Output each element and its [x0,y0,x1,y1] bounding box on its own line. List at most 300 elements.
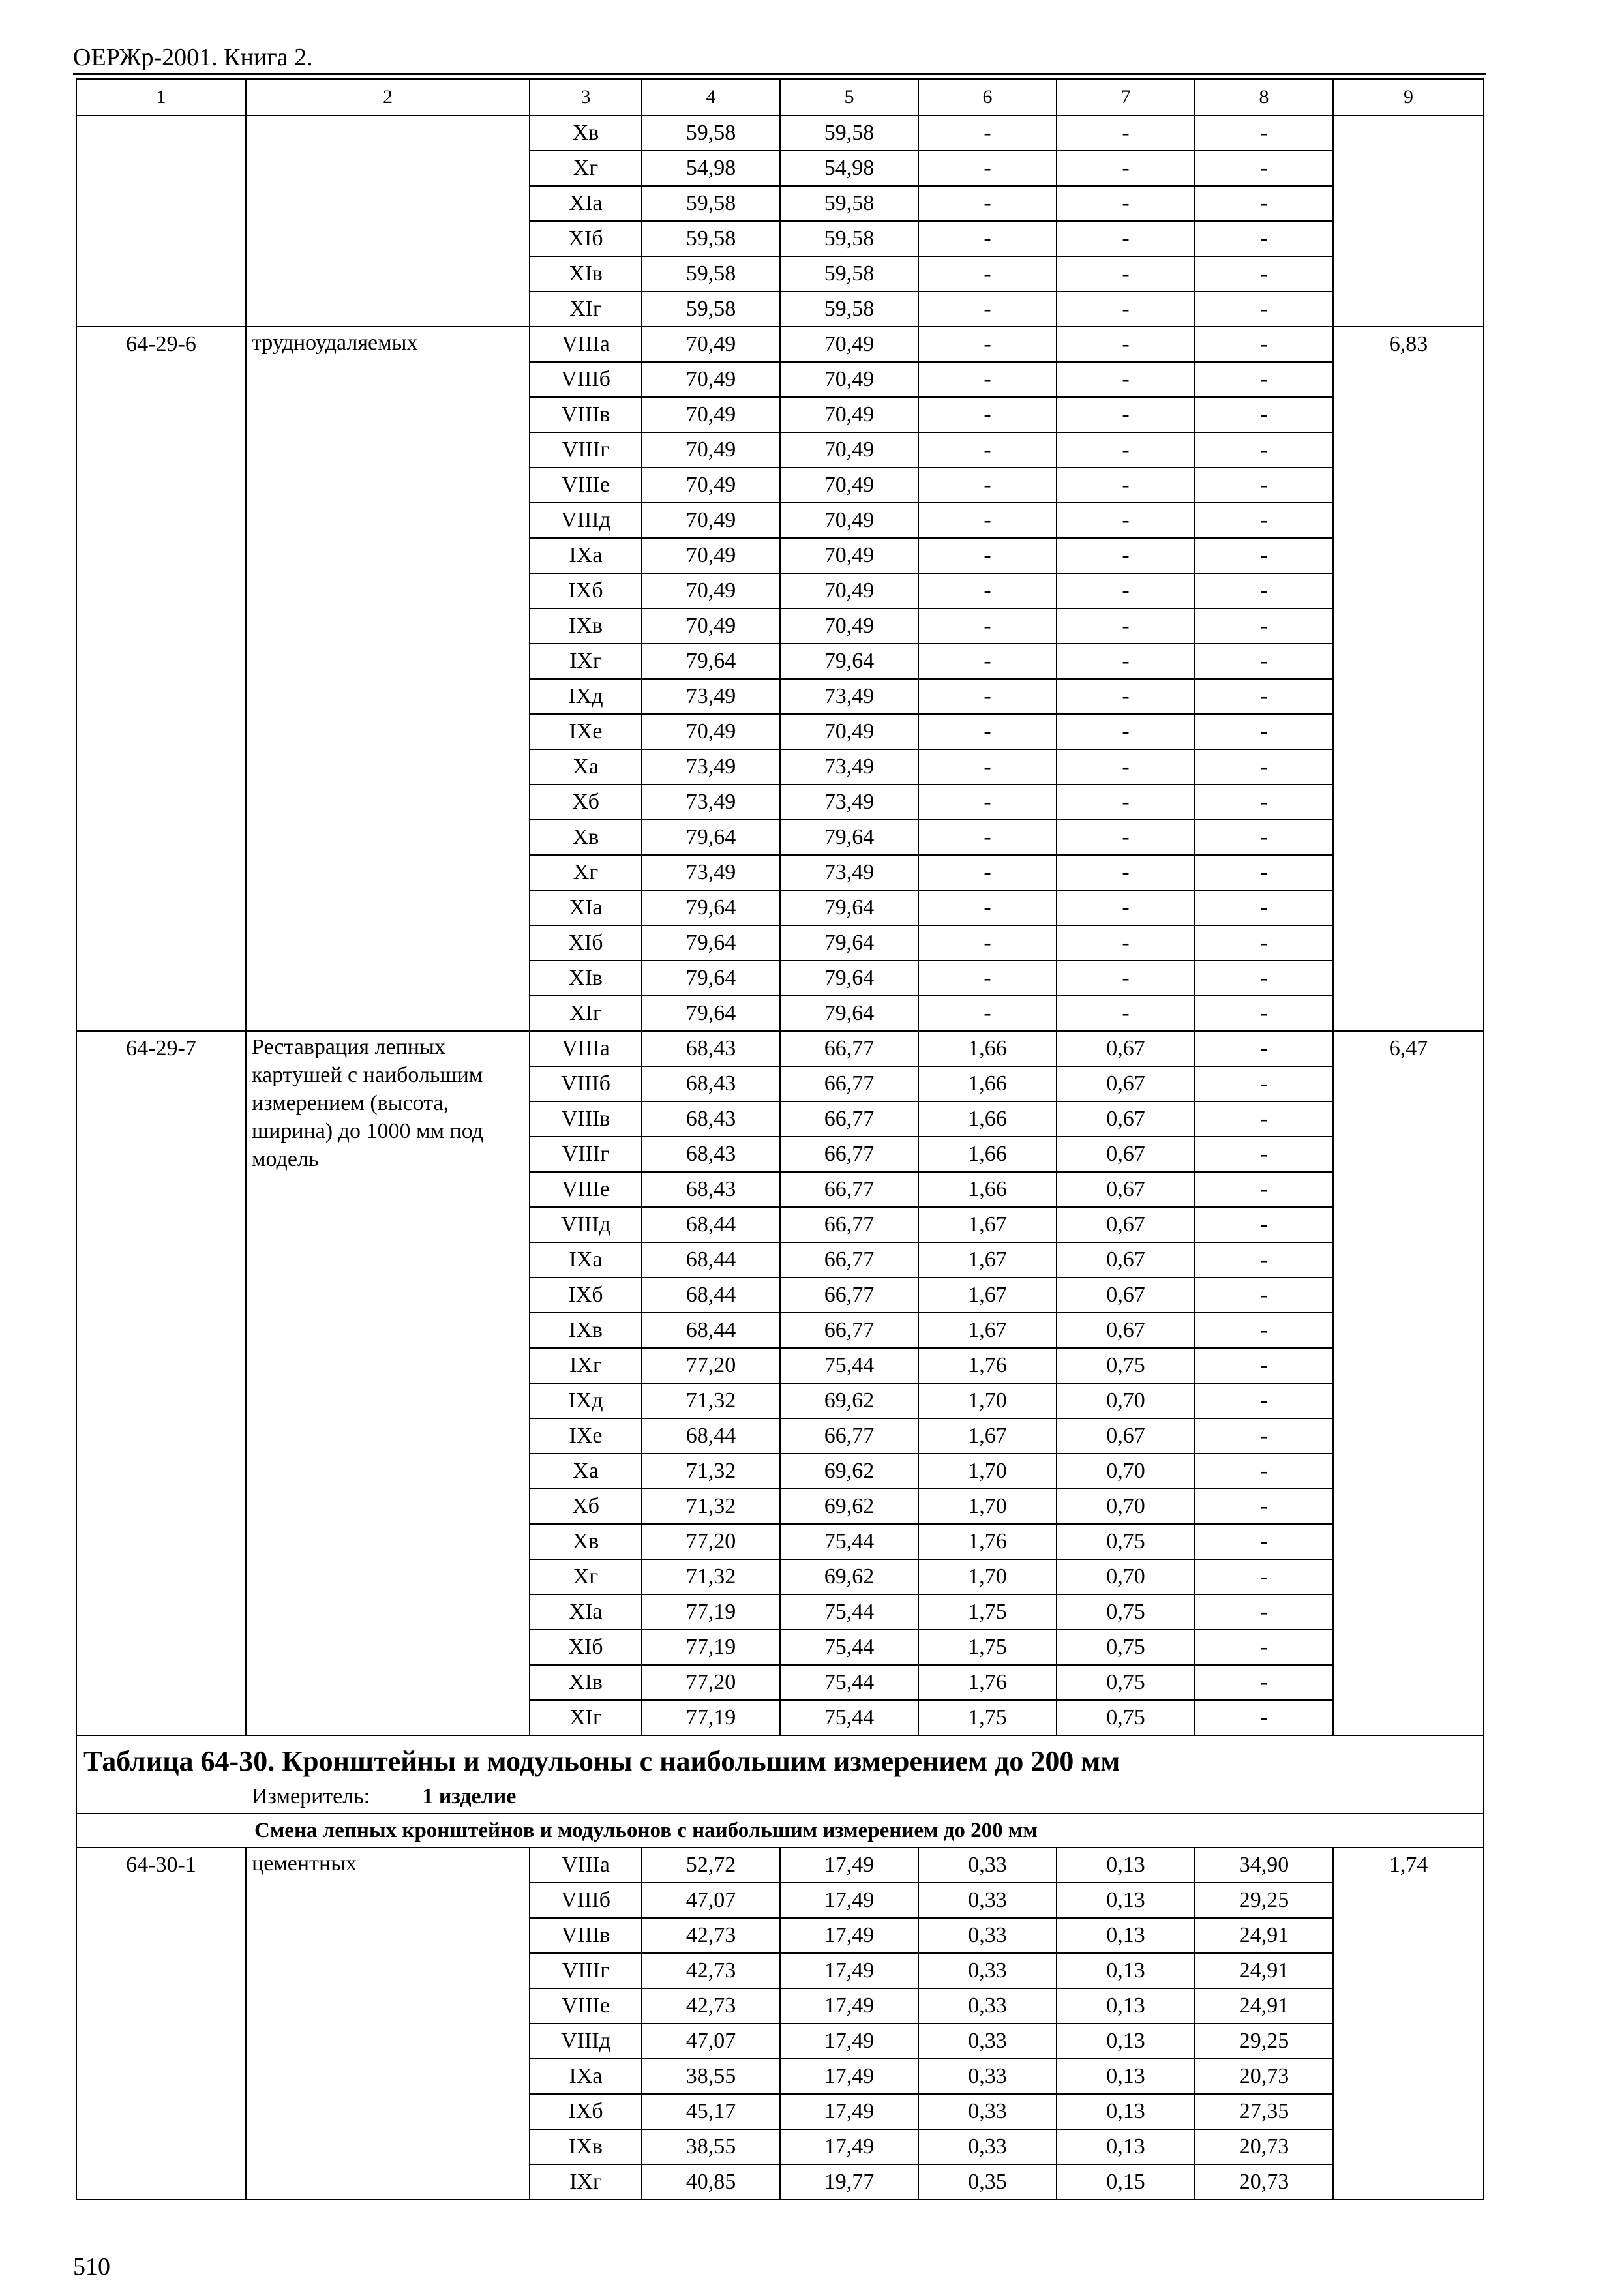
total-cost-cell: 71,32 [642,1454,780,1489]
zone-cell: ХIа [530,890,642,925]
materials-cell: 20,73 [1195,2129,1333,2164]
item-name [246,115,530,327]
materials-cell: - [1195,714,1333,749]
machinists-wages-cell: 0,67 [1057,1101,1195,1137]
materials-cell: - [1195,362,1333,397]
wages-cell: 70,49 [780,538,918,573]
materials-cell: - [1195,679,1333,714]
table-body [76,79,1484,2200]
machines-cell: - [918,151,1057,186]
machinists-wages-cell: - [1057,292,1195,327]
machinists-wages-cell: 0,13 [1057,2024,1195,2059]
item-code: 64-30-1 [76,1848,246,2200]
machines-cell: 1,70 [918,1454,1057,1489]
item-name: Реставрация лепных картушей с наибольшим измерением (высота, ширина) до 1000 мм под модель [246,1031,530,1735]
machines-cell: - [918,573,1057,608]
machinists-wages-cell: - [1057,397,1195,432]
materials-cell: - [1195,1559,1333,1594]
wages-cell: 73,49 [780,679,918,714]
materials-cell: - [1195,432,1333,468]
zone-cell: Хг [530,1559,642,1594]
machinists-wages-cell: 0,13 [1057,1988,1195,2024]
machinists-wages-cell: 0,13 [1057,2129,1195,2164]
machinists-wages-cell: - [1057,538,1195,573]
materials-cell: 27,35 [1195,2094,1333,2129]
machines-cell: - [918,961,1057,996]
machinists-wages-cell: 0,13 [1057,1953,1195,1988]
total-cost-cell: 70,49 [642,327,780,362]
zone-cell: ХIа [530,186,642,221]
total-cost-cell: 79,64 [642,890,780,925]
wages-cell: 73,49 [780,855,918,890]
wages-cell: 70,49 [780,397,918,432]
materials-cell: - [1195,1031,1333,1066]
total-cost-cell: 68,44 [642,1313,780,1348]
total-cost-cell: 70,49 [642,503,780,538]
wages-cell: 66,77 [780,1313,918,1348]
labor-norm: 6,47 [1333,1031,1484,1735]
materials-cell: - [1195,1278,1333,1313]
wages-cell: 66,77 [780,1101,918,1137]
zone-cell: IХб [530,2094,642,2129]
machines-cell: 0,33 [918,1883,1057,1918]
machines-cell: - [918,115,1057,151]
item-name: трудноудаляемых [246,327,530,1031]
machines-cell: 1,67 [918,1418,1057,1454]
machines-cell: 1,67 [918,1207,1057,1242]
machinists-wages-cell: - [1057,432,1195,468]
machines-cell: - [918,397,1057,432]
zone-cell: VIIIд [530,2024,642,2059]
wages-cell: 17,49 [780,2024,918,2059]
materials-cell: - [1195,608,1333,644]
zone-cell: VIIIг [530,1953,642,1988]
zone-cell: IХв [530,1313,642,1348]
materials-cell: - [1195,1630,1333,1665]
zone-cell: Хб [530,785,642,820]
materials-cell: - [1195,1348,1333,1383]
wages-cell: 17,49 [780,1883,918,1918]
machinists-wages-cell: 0,15 [1057,2164,1195,2200]
col-num: 4 [642,79,780,115]
machinists-wages-cell: 0,70 [1057,1559,1195,1594]
wages-cell: 66,77 [780,1137,918,1172]
materials-cell: - [1195,151,1333,186]
machinists-wages-cell: 0,13 [1057,1918,1195,1953]
zone-cell: ХIг [530,1700,642,1735]
wages-cell: 17,49 [780,1988,918,2024]
table-title-row [76,1735,1484,1814]
machines-cell: 0,33 [918,2024,1057,2059]
wages-cell: 66,77 [780,1207,918,1242]
materials-cell: 24,91 [1195,1918,1333,1953]
total-cost-cell: 73,49 [642,855,780,890]
materials-cell: - [1195,1489,1333,1524]
item-code: 64-29-6 [76,327,246,1031]
total-cost-cell: 42,73 [642,1988,780,2024]
zone-cell: Ха [530,1454,642,1489]
total-cost-cell: 77,20 [642,1665,780,1700]
total-cost-cell: 79,64 [642,644,780,679]
total-cost-cell: 70,49 [642,573,780,608]
wages-cell: 69,62 [780,1454,918,1489]
table-row [76,1031,1484,1066]
total-cost-cell: 77,20 [642,1524,780,1559]
machines-cell: - [918,608,1057,644]
materials-cell: - [1195,115,1333,151]
total-cost-cell: 73,49 [642,749,780,785]
wages-cell: 70,49 [780,432,918,468]
materials-cell: 20,73 [1195,2164,1333,2200]
machines-cell: - [918,820,1057,855]
machines-cell: 1,66 [918,1137,1057,1172]
machinists-wages-cell: 0,67 [1057,1313,1195,1348]
machines-cell: 0,33 [918,1988,1057,2024]
wages-cell: 17,49 [780,2094,918,2129]
wages-cell: 75,44 [780,1348,918,1383]
labor-norm [1333,115,1484,327]
zone-cell: VIIIе [530,1172,642,1207]
total-cost-cell: 47,07 [642,2024,780,2059]
total-cost-cell: 47,07 [642,1883,780,1918]
materials-cell: - [1195,1207,1333,1242]
wages-cell: 17,49 [780,2059,918,2094]
materials-cell: - [1195,749,1333,785]
machinists-wages-cell: - [1057,890,1195,925]
materials-cell: - [1195,1700,1333,1735]
zone-cell: Хв [530,1524,642,1559]
wages-cell: 75,44 [780,1524,918,1559]
machines-cell: - [918,468,1057,503]
machines-cell: - [918,890,1057,925]
item-code [76,115,246,327]
wages-cell: 59,58 [780,186,918,221]
machinists-wages-cell: - [1057,644,1195,679]
wages-cell: 19,77 [780,2164,918,2200]
materials-cell: - [1195,1137,1333,1172]
column-number-row [76,79,1484,115]
wages-cell: 17,49 [780,1918,918,1953]
materials-cell: - [1195,996,1333,1031]
machinists-wages-cell: 0,75 [1057,1594,1195,1630]
wages-cell: 66,77 [780,1242,918,1278]
machines-cell: - [918,714,1057,749]
total-cost-cell: 77,19 [642,1630,780,1665]
wages-cell: 79,64 [780,644,918,679]
machinists-wages-cell: - [1057,186,1195,221]
machines-cell: - [918,785,1057,820]
zone-cell: VIIIа [530,1848,642,1883]
machinists-wages-cell: - [1057,503,1195,538]
machines-cell: - [918,996,1057,1031]
zone-cell: Хв [530,820,642,855]
total-cost-cell: 71,32 [642,1559,780,1594]
section-subtitle-row [76,1814,1484,1848]
wages-cell: 73,49 [780,749,918,785]
machinists-wages-cell: 0,67 [1057,1207,1195,1242]
wages-cell: 79,64 [780,996,918,1031]
materials-cell: - [1195,221,1333,256]
machines-cell: - [918,503,1057,538]
zone-cell: VIIIг [530,432,642,468]
machinists-wages-cell: 0,70 [1057,1383,1195,1418]
meter-line [77,1780,1483,1813]
total-cost-cell: 68,43 [642,1031,780,1066]
wages-cell: 17,49 [780,1953,918,1988]
wages-cell: 79,64 [780,961,918,996]
materials-cell: 24,91 [1195,1988,1333,2024]
wages-cell: 70,49 [780,714,918,749]
zone-cell: VIIIв [530,1101,642,1137]
zone-cell: VIIIе [530,468,642,503]
machinists-wages-cell: - [1057,362,1195,397]
table-title-block [76,1735,1484,1814]
zone-cell: Хг [530,855,642,890]
zone-cell: VIIIв [530,397,642,432]
wages-cell: 66,77 [780,1066,918,1101]
zone-cell: VIIIб [530,1883,642,1918]
wages-cell: 69,62 [780,1559,918,1594]
zone-cell: IХг [530,1348,642,1383]
zone-cell: IХг [530,2164,642,2200]
header-title: ОЕРЖр-2001. Книга 2. [73,44,313,71]
machinists-wages-cell: - [1057,327,1195,362]
total-cost-cell: 70,49 [642,538,780,573]
machinists-wages-cell: 0,13 [1057,1848,1195,1883]
total-cost-cell: 68,43 [642,1066,780,1101]
col-num: 1 [76,79,246,115]
machines-cell: 1,66 [918,1101,1057,1137]
col-num: 8 [1195,79,1333,115]
zone-cell: VIIIг [530,1137,642,1172]
machinists-wages-cell: 0,75 [1057,1348,1195,1383]
wages-cell: 70,49 [780,503,918,538]
machines-cell: 1,66 [918,1066,1057,1101]
zone-cell: Ха [530,749,642,785]
total-cost-cell: 70,49 [642,714,780,749]
machines-cell: - [918,644,1057,679]
machines-cell: - [918,925,1057,961]
machinists-wages-cell: 0,75 [1057,1524,1195,1559]
materials-cell: - [1195,961,1333,996]
materials-cell: 29,25 [1195,2024,1333,2059]
machines-cell: 1,76 [918,1665,1057,1700]
machinists-wages-cell: - [1057,468,1195,503]
machines-cell: 1,76 [918,1348,1057,1383]
machinists-wages-cell: 0,67 [1057,1278,1195,1313]
machines-cell: - [918,538,1057,573]
machines-cell: 0,35 [918,2164,1057,2200]
total-cost-cell: 42,73 [642,1953,780,1988]
zone-cell: Хб [530,1489,642,1524]
item-code: 64-29-7 [76,1031,246,1735]
machines-cell: - [918,292,1057,327]
zone-cell: IХв [530,608,642,644]
zone-cell: ХIб [530,1630,642,1665]
table-title: Таблица 64-30. Кронштейны и модульоны с наибольшим измерением до 200 мм [83,1745,1120,1777]
wages-cell: 69,62 [780,1383,918,1418]
machines-cell: - [918,432,1057,468]
total-cost-cell: 71,32 [642,1383,780,1418]
zone-cell: IХд [530,679,642,714]
total-cost-cell: 68,43 [642,1172,780,1207]
machines-cell: 1,70 [918,1559,1057,1594]
zone-cell: IХа [530,1242,642,1278]
machinists-wages-cell: 0,75 [1057,1700,1195,1735]
machinists-wages-cell: - [1057,961,1195,996]
machines-cell: 1,67 [918,1278,1057,1313]
machinists-wages-cell: - [1057,749,1195,785]
total-cost-cell: 59,58 [642,221,780,256]
machinists-wages-cell: - [1057,785,1195,820]
materials-cell: - [1195,1594,1333,1630]
materials-cell: - [1195,1418,1333,1454]
machinists-wages-cell: 0,67 [1057,1031,1195,1066]
total-cost-cell: 79,64 [642,925,780,961]
total-cost-cell: 68,43 [642,1101,780,1137]
total-cost-cell: 38,55 [642,2059,780,2094]
machinists-wages-cell: 0,67 [1057,1242,1195,1278]
machinists-wages-cell: - [1057,925,1195,961]
machinists-wages-cell: 0,67 [1057,1172,1195,1207]
col-num: 9 [1333,79,1484,115]
machinists-wages-cell: 0,75 [1057,1665,1195,1700]
zone-cell: VIIIе [530,1988,642,2024]
zone-cell: VIIIб [530,1066,642,1101]
zone-cell: IХв [530,2129,642,2164]
total-cost-cell: 40,85 [642,2164,780,2200]
wages-cell: 66,77 [780,1172,918,1207]
total-cost-cell: 77,20 [642,1348,780,1383]
wages-cell: 59,58 [780,292,918,327]
zone-cell: IХа [530,538,642,573]
machinists-wages-cell: 0,70 [1057,1489,1195,1524]
total-cost-cell: 54,98 [642,151,780,186]
machinists-wages-cell: 0,75 [1057,1630,1195,1665]
machines-cell: 0,33 [918,1918,1057,1953]
machinists-wages-cell: - [1057,996,1195,1031]
machines-cell: 1,75 [918,1700,1057,1735]
machinists-wages-cell: - [1057,820,1195,855]
total-cost-cell: 52,72 [642,1848,780,1883]
wages-cell: 66,77 [780,1278,918,1313]
total-cost-cell: 68,44 [642,1278,780,1313]
total-cost-cell: 73,49 [642,679,780,714]
machines-cell: 0,33 [918,2094,1057,2129]
machinists-wages-cell: 0,13 [1057,2094,1195,2129]
wages-cell: 79,64 [780,925,918,961]
machinists-wages-cell: - [1057,573,1195,608]
zone-cell: IХа [530,2059,642,2094]
page-number: 510 [73,2253,110,2281]
machinists-wages-cell: 0,67 [1057,1418,1195,1454]
machines-cell: - [918,749,1057,785]
labor-norm: 6,83 [1333,327,1484,1031]
wages-cell: 70,49 [780,362,918,397]
machines-cell: 1,66 [918,1031,1057,1066]
wages-cell: 17,49 [780,1848,918,1883]
wages-cell: 59,58 [780,256,918,292]
wages-cell: 70,49 [780,573,918,608]
materials-cell: - [1195,503,1333,538]
machinists-wages-cell: - [1057,256,1195,292]
materials-cell: - [1195,292,1333,327]
machinists-wages-cell: 0,70 [1057,1454,1195,1489]
zone-cell: VIIIд [530,503,642,538]
total-cost-cell: 79,64 [642,996,780,1031]
wages-cell: 75,44 [780,1665,918,1700]
materials-cell: - [1195,256,1333,292]
machinists-wages-cell: - [1057,679,1195,714]
machinists-wages-cell: - [1057,855,1195,890]
materials-cell: - [1195,1242,1333,1278]
materials-cell: - [1195,1313,1333,1348]
machines-cell: 0,33 [918,1848,1057,1883]
section-subtitle: Смена лепных кронштейнов и модульонов с наибольшим измерением до 200 мм [76,1814,1484,1848]
zone-cell: IХе [530,1418,642,1454]
wages-cell: 17,49 [780,2129,918,2164]
total-cost-cell: 59,58 [642,256,780,292]
machines-cell: 1,70 [918,1489,1057,1524]
wages-cell: 69,62 [780,1489,918,1524]
machinists-wages-cell: - [1057,221,1195,256]
col-num: 3 [530,79,642,115]
zone-cell: VIIIд [530,1207,642,1242]
materials-cell: 20,73 [1195,2059,1333,2094]
zone-cell: ХIв [530,1665,642,1700]
materials-cell: 29,25 [1195,1883,1333,1918]
wages-cell: 70,49 [780,327,918,362]
col-num: 6 [918,79,1057,115]
machinists-wages-cell: - [1057,115,1195,151]
machinists-wages-cell: 0,13 [1057,2059,1195,2094]
zone-cell: ХIв [530,961,642,996]
wages-cell: 75,44 [780,1594,918,1630]
materials-cell: - [1195,1101,1333,1137]
machinists-wages-cell: - [1057,608,1195,644]
machines-cell: 1,67 [918,1313,1057,1348]
wages-cell: 59,58 [780,221,918,256]
total-cost-cell: 38,55 [642,2129,780,2164]
zone-cell: ХIв [530,256,642,292]
materials-cell: - [1195,644,1333,679]
zone-cell: IХе [530,714,642,749]
total-cost-cell: 70,49 [642,468,780,503]
machines-cell: 1,67 [918,1242,1057,1278]
machinists-wages-cell: 0,67 [1057,1066,1195,1101]
machines-cell: 1,76 [918,1524,1057,1559]
machines-cell: - [918,327,1057,362]
total-cost-cell: 68,43 [642,1137,780,1172]
zone-cell: ХIб [530,221,642,256]
rates-table [76,78,1484,2200]
zone-cell: IХб [530,573,642,608]
machines-cell: - [918,221,1057,256]
materials-cell: - [1195,785,1333,820]
col-num: 2 [246,79,530,115]
total-cost-cell: 59,58 [642,186,780,221]
materials-cell: 24,91 [1195,1953,1333,1988]
machines-cell: 0,33 [918,1953,1057,1988]
meter-value: 1 изделие [422,1784,517,1808]
total-cost-cell: 68,44 [642,1242,780,1278]
total-cost-cell: 45,17 [642,2094,780,2129]
machinists-wages-cell: - [1057,151,1195,186]
materials-cell: - [1195,397,1333,432]
machines-cell: - [918,362,1057,397]
col-num: 5 [780,79,918,115]
total-cost-cell: 68,44 [642,1418,780,1454]
